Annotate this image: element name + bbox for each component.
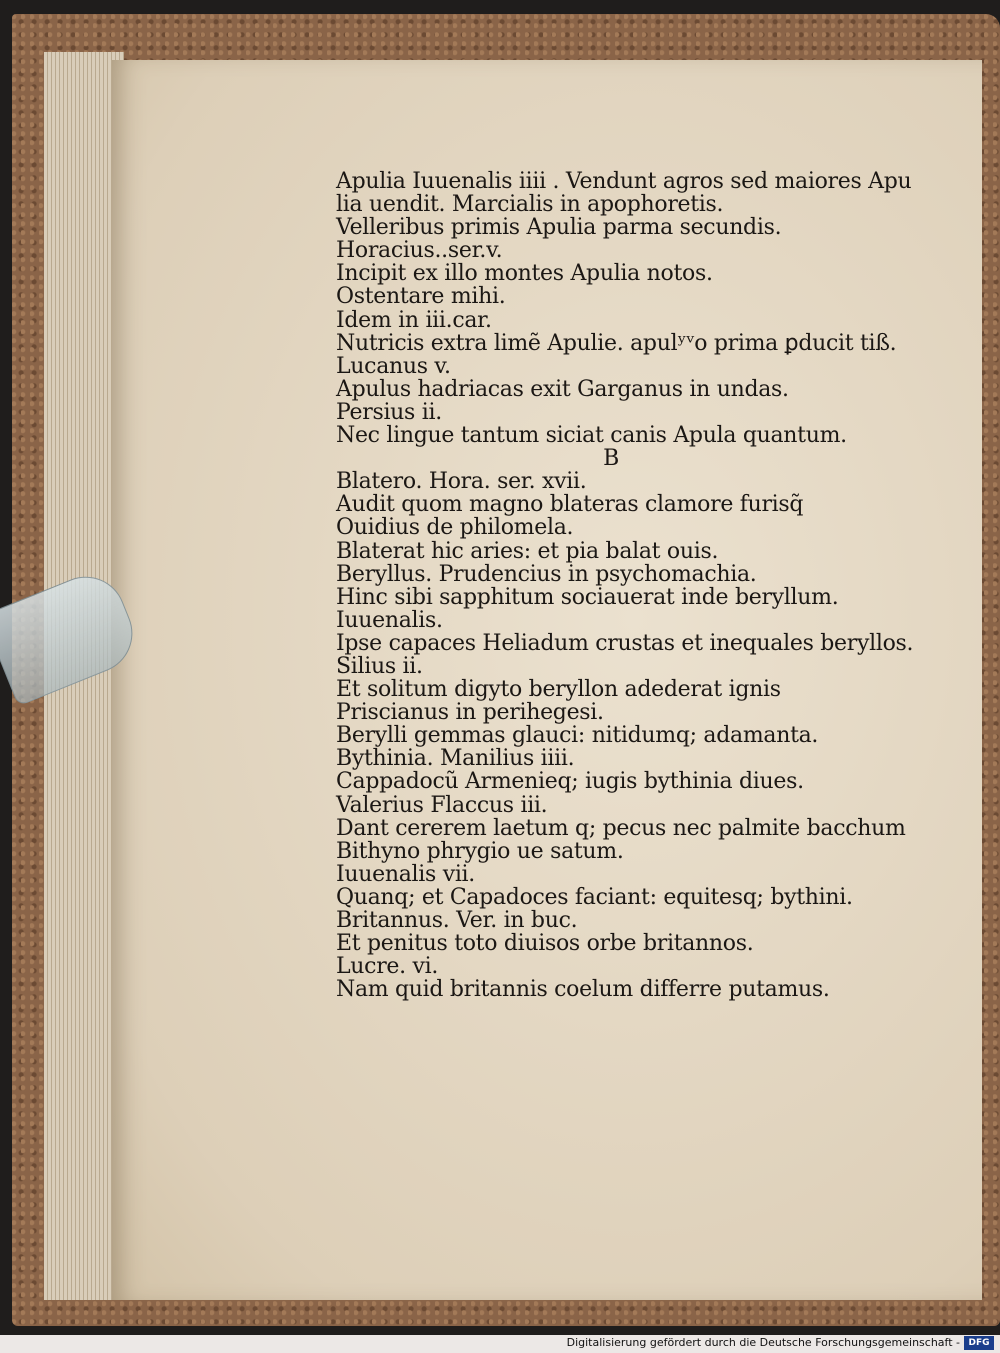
text-line: Berylli gemmas glauci: nitidumq; adamanta. (336, 723, 819, 749)
text-line: Et solitum digyto beryllon adederat ignis (336, 677, 781, 703)
text-line: Hinc sibi sapphitum sociauerat inde beryllum. (336, 584, 839, 610)
text-line: Iuuenalis vii. (336, 861, 475, 887)
text-line: Cappadocũ Armenieq; iugis bythinia diues. (336, 769, 804, 795)
text-line: Ouidius de philomela. (336, 515, 574, 541)
text-line: Priscianus in perihegesi. (336, 700, 604, 726)
text-line: Velleribus primis Apulia parma secundis. (336, 215, 782, 241)
text-line: Beryllus. Prudencius in psychomachia. (336, 561, 757, 587)
footer-bar (0, 1335, 1000, 1353)
text-line: Iuuenalis. (336, 607, 443, 633)
text-line: Horacius..ser.v. (336, 238, 503, 264)
footer-credit: Digitalisierung gefördert durch die Deutsche Forschungsgemeinschaft - (566, 1336, 960, 1349)
text-line: lia uendit. Marcialis in apophoretis. (336, 192, 724, 218)
text-line: Et penitus toto diuisos orbe britannos. (336, 931, 754, 957)
text-line: Britannus. Ver. in buc. (336, 908, 578, 933)
section-heading: B (603, 446, 619, 472)
text-line: Dant cererem laetum q; pecus nec palmite bacchum (336, 815, 906, 841)
text-line: Nam quid britannis coelum differre putamus. (336, 977, 830, 1003)
text-line: Bythinia. Manilius iiii. (336, 746, 575, 772)
text-line: Quanq; et Capadoces faciant: equitesq; bythini. (336, 884, 853, 910)
text-line: Ipse capaces Heliadum crustas et inequales beryllos. (336, 630, 914, 656)
text-line: Lucre. vi. (336, 954, 439, 980)
text-line: Silius ii. (336, 653, 423, 679)
text-line: Persius ii. (336, 399, 442, 425)
text-line: Incipit ex illo montes Apulia notos. (336, 261, 713, 287)
text-line: Ostentare mihi. (336, 284, 506, 310)
dfg-logo[interactable]: DFG (964, 1336, 994, 1350)
text-line: Valerius Flaccus iii. (336, 792, 548, 818)
text-line: Nec lingue tantum siciat canis Apula quantum. (336, 423, 847, 449)
text-line: Nutricis extra limẽ Apulie. apulʸᵛo prima ꝑducit tiß. (336, 330, 897, 356)
text-line: Blaterat hic aries: et pia balat ouis. (336, 538, 719, 564)
text-line: Blatero. Hora. ser. xvii. (336, 469, 587, 495)
text-line: Apulia Iuuenalis iiii . Vendunt agros sed maiores Apu (336, 169, 912, 194)
text-line: Lucanus v. (336, 353, 451, 379)
text-line: Audit quom magno blateras clamore furisq̃ (336, 492, 804, 518)
text-block (336, 169, 914, 1003)
text-line: Apulus hadriacas exit Garganus in undas. (336, 376, 789, 402)
text-line: Bithyno phrygio ue satum. (336, 838, 624, 864)
text-line: Idem in iii.car. (336, 307, 492, 333)
